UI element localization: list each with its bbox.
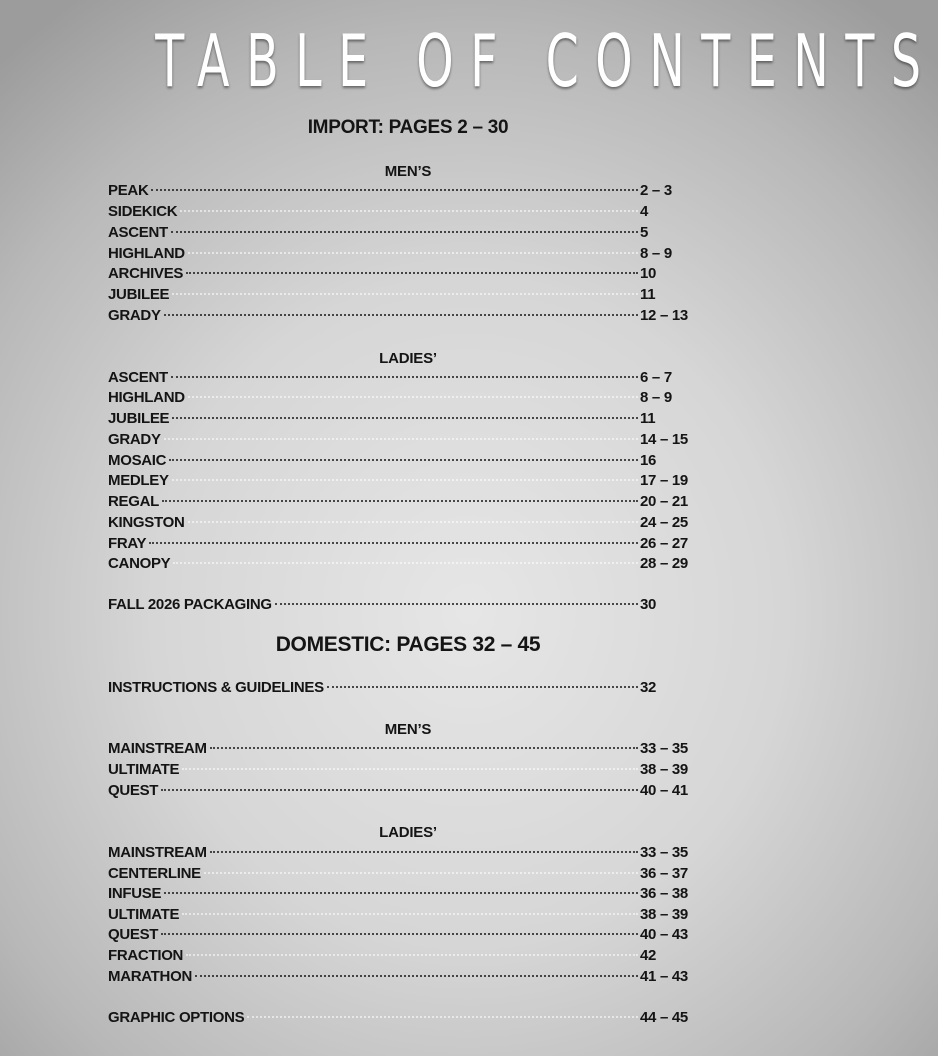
toc-entry[interactable] bbox=[108, 245, 698, 266]
toc-entry[interactable] bbox=[108, 410, 698, 431]
toc-entry[interactable] bbox=[108, 926, 698, 947]
entry-pages: 41 – 43 bbox=[640, 968, 688, 985]
toc-entry[interactable] bbox=[108, 782, 698, 803]
entry-pages: 38 – 39 bbox=[640, 761, 688, 778]
toc-entry[interactable] bbox=[108, 555, 698, 576]
dot-leader bbox=[186, 272, 638, 274]
dot-leader bbox=[327, 686, 638, 688]
dot-leader bbox=[172, 479, 638, 481]
entry-name: ULTIMATE bbox=[108, 761, 180, 778]
entry-name: GRADY bbox=[108, 431, 161, 448]
entry-name: FRACTION bbox=[108, 947, 184, 964]
entry-pages: 28 – 29 bbox=[640, 555, 688, 572]
toc-entry-packaging[interactable] bbox=[108, 596, 698, 617]
toc-entry[interactable] bbox=[108, 947, 698, 968]
entry-name: MARATHON bbox=[108, 968, 192, 985]
toc-entry[interactable] bbox=[108, 182, 698, 203]
toc-entry[interactable] bbox=[108, 885, 698, 906]
dot-leader bbox=[195, 975, 638, 977]
entry-pages: 11 bbox=[640, 286, 656, 303]
toc-entry[interactable] bbox=[108, 761, 698, 782]
entry-name: QUEST bbox=[108, 926, 159, 943]
dot-leader bbox=[210, 747, 638, 749]
toc-entry[interactable] bbox=[108, 906, 698, 927]
dot-leader bbox=[204, 872, 638, 874]
entry-name: JUBILEE bbox=[108, 286, 170, 303]
dot-leader bbox=[161, 789, 638, 791]
toc-entry[interactable] bbox=[108, 865, 698, 886]
entry-pages: 26 – 27 bbox=[640, 535, 688, 552]
dot-leader bbox=[188, 521, 639, 523]
entry-pages: 36 – 38 bbox=[640, 885, 688, 902]
dot-leader bbox=[164, 892, 638, 894]
entry-name: MOSAIC bbox=[108, 452, 167, 469]
toc-entry[interactable] bbox=[108, 452, 698, 473]
toc-entry[interactable] bbox=[108, 844, 698, 865]
entry-name: ASCENT bbox=[108, 224, 168, 241]
entry-name: QUEST bbox=[108, 782, 159, 799]
dot-leader bbox=[171, 231, 638, 233]
entry-pages: 38 – 39 bbox=[640, 906, 688, 923]
dot-leader bbox=[188, 396, 638, 398]
entry-name: PEAK bbox=[108, 182, 149, 199]
entry-name: MAINSTREAM bbox=[108, 844, 207, 861]
dot-leader bbox=[149, 542, 638, 544]
entry-pages: 11 bbox=[640, 410, 656, 427]
entry-pages: 36 – 37 bbox=[640, 865, 688, 882]
entry-pages: 8 – 9 bbox=[640, 389, 672, 406]
dot-leader bbox=[173, 562, 638, 564]
dot-leader bbox=[169, 459, 638, 461]
entry-pages: 20 – 21 bbox=[640, 493, 688, 510]
toc-entry[interactable] bbox=[108, 968, 698, 989]
entry-pages: 40 – 41 bbox=[640, 782, 688, 799]
domestic-ladies-heading: LADIES’ bbox=[379, 824, 437, 841]
toc-entry[interactable] bbox=[108, 514, 698, 535]
entry-name: MEDLEY bbox=[108, 472, 169, 489]
toc-entry[interactable] bbox=[108, 389, 698, 410]
domestic-section-heading: DOMESTIC: PAGES 32 – 45 bbox=[275, 633, 541, 656]
entry-name: KINGSTON bbox=[108, 514, 185, 531]
entry-pages: 33 – 35 bbox=[640, 844, 688, 861]
entry-pages: 30 bbox=[640, 596, 657, 613]
entry-name: ASCENT bbox=[108, 369, 168, 386]
toc-entry[interactable] bbox=[108, 369, 698, 390]
toc-entry[interactable] bbox=[108, 307, 698, 328]
toc-entry-instructions[interactable] bbox=[108, 679, 698, 700]
entry-name: ARCHIVES bbox=[108, 265, 184, 282]
entry-name: INFUSE bbox=[108, 885, 162, 902]
dot-leader bbox=[164, 314, 638, 316]
import-mens-heading: MEN’S bbox=[384, 163, 432, 180]
toc-entry[interactable] bbox=[108, 286, 698, 307]
entry-name: ULTIMATE bbox=[108, 906, 180, 923]
dot-leader bbox=[182, 913, 638, 915]
entry-pages: 2 – 3 bbox=[640, 182, 672, 199]
dot-leader bbox=[182, 768, 638, 770]
entry-pages: 4 bbox=[640, 203, 649, 220]
entry-name: HIGHLAND bbox=[108, 245, 185, 262]
entry-pages: 40 – 43 bbox=[640, 926, 688, 943]
entry-name: HIGHLAND bbox=[108, 389, 185, 406]
entry-pages: 42 bbox=[640, 947, 657, 964]
toc-entry[interactable] bbox=[108, 472, 698, 493]
toc-entry[interactable] bbox=[108, 535, 698, 556]
entry-pages: 44 – 45 bbox=[640, 1009, 688, 1026]
entry-pages: 32 bbox=[640, 679, 657, 696]
entry-name: FALL 2026 PACKAGING bbox=[108, 596, 272, 613]
dot-leader bbox=[275, 603, 638, 605]
dot-leader bbox=[247, 1016, 638, 1018]
dot-leader bbox=[164, 438, 638, 440]
dot-leader bbox=[188, 252, 638, 254]
entry-pages: 14 – 15 bbox=[640, 431, 688, 448]
dot-leader bbox=[186, 954, 638, 956]
entry-pages: 16 bbox=[640, 452, 657, 469]
dot-leader bbox=[162, 500, 638, 502]
dot-leader bbox=[172, 417, 638, 419]
entry-pages: 5 bbox=[640, 224, 649, 241]
entry-name: JUBILEE bbox=[108, 410, 170, 427]
dot-leader bbox=[180, 210, 638, 212]
entry-name: MAINSTREAM bbox=[108, 740, 207, 757]
page-title: TABLE OF CONTENTS bbox=[155, 19, 938, 103]
toc-entry[interactable] bbox=[108, 493, 698, 514]
entry-name: REGAL bbox=[108, 493, 160, 510]
import-ladies-heading: LADIES’ bbox=[379, 350, 437, 367]
dot-leader bbox=[171, 376, 638, 378]
entry-pages: 24 – 25 bbox=[640, 514, 688, 531]
entry-pages: 8 – 9 bbox=[640, 245, 672, 262]
dot-leader bbox=[161, 933, 638, 935]
entry-name: CANOPY bbox=[108, 555, 171, 572]
entry-pages: 33 – 35 bbox=[640, 740, 688, 757]
dot-leader bbox=[210, 851, 638, 853]
toc-entry-graphic-options[interactable] bbox=[108, 1009, 698, 1030]
import-section-heading: IMPORT: PAGES 2 – 30 bbox=[307, 117, 509, 138]
entry-name: CENTERLINE bbox=[108, 865, 201, 882]
entry-name: SIDEKICK bbox=[108, 203, 178, 220]
entry-name: GRAPHIC OPTIONS bbox=[108, 1009, 245, 1026]
toc-entry[interactable] bbox=[108, 203, 698, 224]
entry-name: FRAY bbox=[108, 535, 147, 552]
toc-entry[interactable] bbox=[108, 740, 698, 761]
entry-pages: 17 – 19 bbox=[640, 472, 688, 489]
dot-leader bbox=[151, 189, 638, 191]
entry-name: GRADY bbox=[108, 307, 161, 324]
entry-pages: 10 bbox=[640, 265, 657, 282]
toc-entry[interactable] bbox=[108, 431, 698, 452]
toc-entry[interactable] bbox=[108, 224, 698, 245]
entry-pages: 12 – 13 bbox=[640, 307, 688, 324]
entry-name: INSTRUCTIONS & GUIDELINES bbox=[108, 679, 324, 696]
toc-entry[interactable] bbox=[108, 265, 698, 286]
entry-pages: 6 – 7 bbox=[640, 369, 672, 386]
dot-leader bbox=[172, 293, 638, 295]
domestic-mens-heading: MEN’S bbox=[384, 721, 432, 738]
